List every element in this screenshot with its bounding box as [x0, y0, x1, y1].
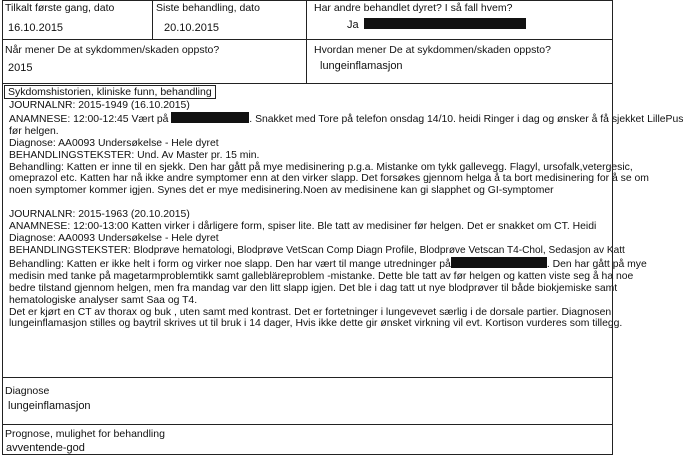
- last-visit-value: 20.10.2015: [164, 22, 220, 34]
- onset-how-label: Hvordan mener De at sykdommen/skaden oppsto?: [314, 44, 551, 56]
- journal-entry-2-header: JOURNALNR: 2015-1963 (20.10.2015): [9, 209, 190, 221]
- behandling-line: omeprazol etc. Katten har nå ikke andre symptomer enn at den virker slapp. Det forsøkes gjennom helga å ta bort medisinering for å se om: [9, 173, 649, 185]
- behandling-text: . Den har gått på mye: [546, 258, 647, 270]
- ct-line: Det er kjørt en CT av thorax og buk , uten samt med kontrast. Det er fortetninger i lungevevet særlig i de dorsale partier. Diagnosen: [9, 306, 612, 318]
- history-section-label: Sykdomshistorien, kliniske funn, behandling: [4, 85, 216, 99]
- anamnese-text: . Snakket med Tore på telefon onsdag 14/10. heidi Ringer i dag og ønsker å få sjekket LillePus: [249, 113, 683, 125]
- first-visit-label: Tilkalt første gang, dato: [5, 2, 115, 14]
- behandling-text: Behandling: Katten er ikke helt i form og virker noe slapp. Den har vært til mange utredninger på: [9, 258, 451, 270]
- behandling-line: bedre tilstand gjennom helgen, men fra mandag var den litt slapp igjen. Det ble i dag tatt ut nye blodprøver til både biokjemiske samt: [9, 282, 618, 294]
- onset-how-value: lungeinflamasjon: [320, 60, 403, 72]
- others-label: Har andre behandlet dyret? I så fall hvem?: [314, 2, 513, 14]
- onset-when-label: Når mener De at sykdommen/skaden oppsto?: [5, 44, 220, 56]
- behandling-line: hematologiske analyser samt Saa og T4.: [9, 294, 198, 306]
- redaction-bar: [364, 18, 526, 29]
- behandling-line: medisin med tanke på magetarmproblemtikk samt gallebläreproblem -mistanke. Dette ble tatt av før helgen og katten viste seg å ha noe: [9, 270, 634, 282]
- diagnose-line: Diagnose: AA0093 Undersøkelse - Hele dyret: [9, 137, 219, 149]
- redaction-bar: [451, 257, 547, 268]
- behandling-line: Behandling: Katten er inne til en sjekk. Den har gått på mye medisinering p.g.a. Mistanke om tykk gallevegg. Flagyl, ursofalk,vetergesic,: [9, 161, 633, 173]
- behandling-line: noen symptomer kommer igjen. Synes det er mye medisinering.Noen av medisinene kan gi slapphet og GI-symptomer: [9, 185, 554, 197]
- anamnese-line: før helgen.: [9, 125, 59, 137]
- last-visit-label: Siste behandling, dato: [156, 2, 260, 14]
- redaction-bar: [171, 112, 249, 123]
- ct-line: lungeinflamasjon stilles og baytril skrives ut til bruk i 14 dager, Hvis ikke dette gir ønsket virkning vil evt. Kortison vurderes som tillegg.: [9, 318, 623, 330]
- others-text: Ja: [347, 19, 359, 31]
- divider: [2, 83, 613, 84]
- prognose-label: Prognose, mulighet for behandling: [5, 428, 165, 440]
- diagnose-label: Diagnose: [5, 385, 50, 397]
- anamnese-line: [9, 112, 683, 126]
- first-visit-value: 16.10.2015: [8, 22, 64, 34]
- behandling-line: [9, 257, 647, 271]
- diagnose-value: lungeinflamasjon: [8, 400, 91, 412]
- anamnese-line: ANAMNESE: 12:00-13:00 Katten virker i dårligere form, spiser lite. Ble tatt av medisiner før helgen. Det er snakket om CT. Heidi: [9, 221, 597, 233]
- behandlingstekster-line: BEHANDLINGSTEKSTER: Blodprøve hematologi, Blodprøve VetScan Comp Diagn Profile, Blodprøve Vetscan T4-Chol, Sedasjon av Katt: [9, 244, 625, 256]
- behandlingstekster-line: BEHANDLINGSTEKSTER: Und. Av Master pr. 15 min.: [9, 149, 260, 161]
- divider: [152, 0, 153, 39]
- journal-entry-1-header: JOURNALNR: 2015-1949 (16.10.2015): [9, 100, 190, 111]
- onset-when-value: 2015: [8, 62, 33, 74]
- diagnose-line: Diagnose: AA0093 Undersøkelse - Hele dyret: [9, 233, 219, 245]
- divider: [306, 0, 307, 83]
- others-value: [347, 18, 526, 31]
- anamnese-text: ANAMNESE: 12:00-12:45 Vært på: [9, 113, 169, 125]
- prognose-value: avventende-god: [6, 442, 85, 454]
- history-body: [9, 100, 683, 330]
- divider: [2, 424, 613, 425]
- divider: [2, 39, 613, 40]
- divider: [2, 377, 613, 378]
